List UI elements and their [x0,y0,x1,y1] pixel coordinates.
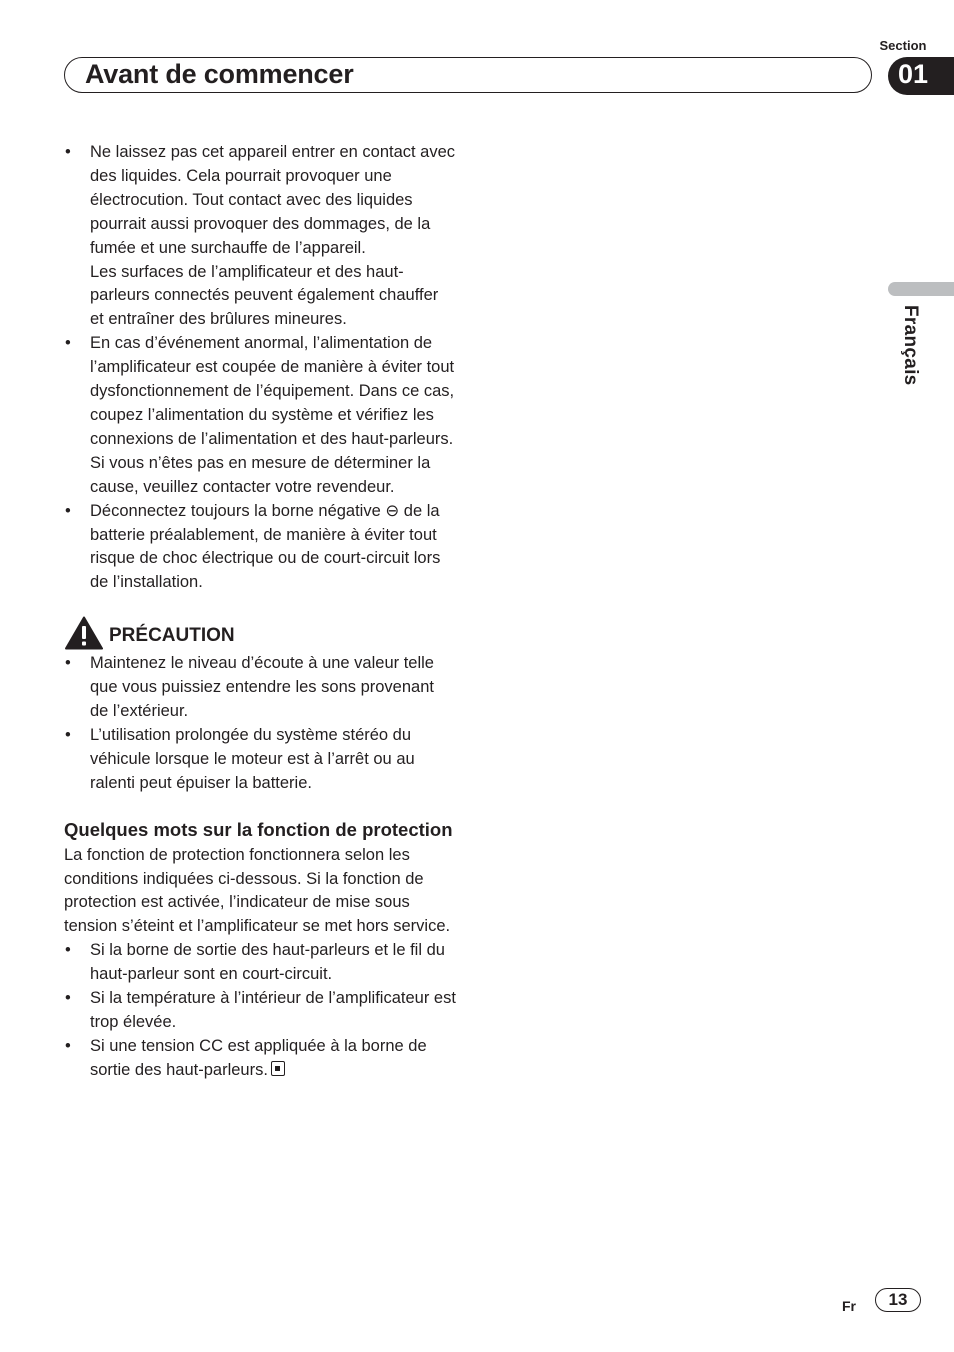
page-header [64,57,872,93]
page-number: 13 [875,1288,921,1312]
list-item: • Si la borne de sortie des haut-parleurs et le fil du haut-parleur sont en court-circuit. [64,939,456,987]
language-tab [888,282,954,296]
list-item-text: Ne laissez pas cet appareil entrer en contact avec des liquides. Cela pourrait provoquer une électrocution. Tout contact avec des liquides pourrait aussi provoquer des dommages, de la fumée et une surchauffe de l’appareil. [90,143,456,257]
protection-list [64,939,456,1082]
language-label: Français [900,305,921,386]
paragraph: La fonction de protection fonctionnera selon les conditions indiquées ci-dessous. Si la fonction de protection est activée, l’indicateur de mise sous tension s’éteint et l’amplificateur se met hors service. [64,845,451,936]
main-content [64,141,456,1083]
list-item: • L’utilisation prolongée du système stéréo du véhicule lorsque le moteur est à l’arrêt ou au ralenti peut épuiser la batterie. [64,724,456,796]
list-item [64,1035,456,1083]
warning-list [64,141,456,595]
list-item-extra-text: Les surfaces de l’amplificateur et des haut-parleurs connectés peuvent également chauffer et entraîner des brûlures mineures. [90,262,439,329]
list-item: • Maintenez le niveau d’écoute à une valeur telle que vous puissiez entendre les sons provenant de l’extérieur. [64,652,456,724]
section-tab [888,57,954,95]
caution-heading [64,614,456,652]
page-title: Avant de commencer [85,59,354,89]
list-item-text-after: de la batterie préalablement, de manière à éviter tout risque de choc électrique ou de court-circuit lors de l’installation. [90,501,441,592]
section-label: Section [879,38,927,53]
list-item-text: Si une tension CC est appliquée à la borne de sortie des haut-parleurs. [90,1036,427,1079]
section-number: 01 [898,59,929,89]
caution-list [64,652,456,795]
footer-language-code: Fr [842,1298,856,1314]
list-item [64,500,456,596]
section-heading: Quelques mots sur la fonction de protection [64,818,453,840]
negative-terminal-symbol: ⊖ [385,501,400,520]
end-mark-icon [271,1061,285,1076]
list-item: • En cas d’événement anormal, l’alimentation de l’amplificateur est coupée de manière à éviter tout dysfonctionnement de l’équipement. Dans ce cas, coupez l’alimentation du système et vérifiez les connexions de l’alimentation et des haut-parleurs. Si vous n’êtes pas en mesure de déterminer la cause, veuillez contacter votre revendeur. [64,332,456,499]
warning-triangle-icon [65,616,103,650]
list-item [64,141,456,332]
list-item-text-before: Déconnectez toujours la borne négative [90,501,386,520]
list-item: • Si la température à l’intérieur de l’amplificateur est trop élevée. [64,987,456,1035]
caution-title: PRÉCAUTION [109,625,235,647]
